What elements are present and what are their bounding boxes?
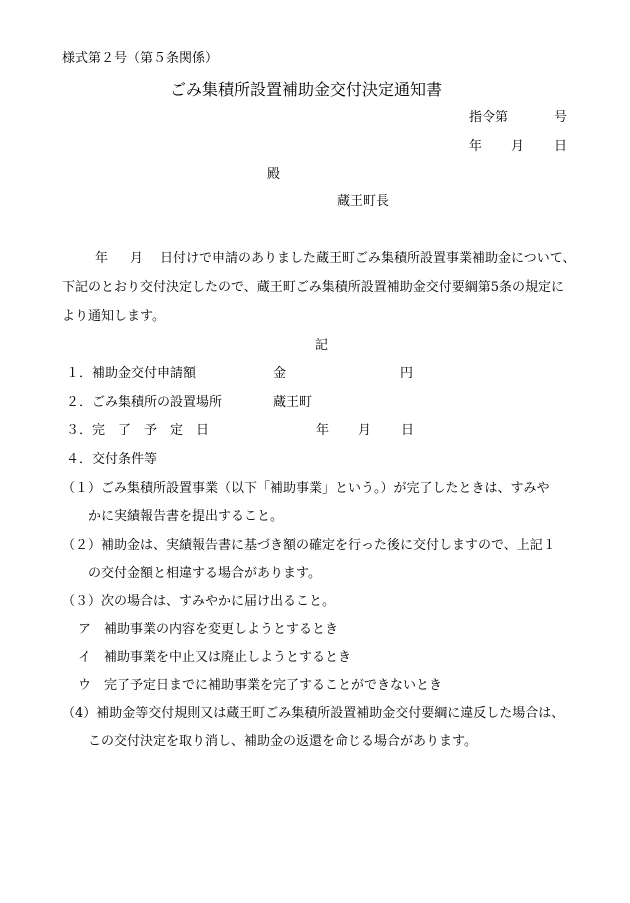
- header-date-day: 日: [554, 139, 568, 154]
- item-2-label: ２．ごみ集積所の設置場所: [66, 395, 223, 410]
- body-date-month: 月: [130, 251, 144, 266]
- condition-3-item-a: ア 補助事業の内容を変更しようとするとき: [78, 622, 339, 637]
- addressee-suffix: 殿: [267, 167, 281, 182]
- condition-2-line-2: の交付金額と相違する場合があります。: [88, 566, 321, 581]
- reference-number-suffix: 号: [554, 110, 568, 125]
- condition-1-line-1: （１）ごみ集積所設置事業（以下「補助事業」という。）が完了したときは、すみや: [62, 481, 550, 496]
- condition-3-line-1: （３）次の場合は、すみやかに届け出ること。: [62, 594, 336, 609]
- item-1-label: １．補助金交付申請額: [66, 366, 197, 381]
- form-label: 様式第２号（第５条関係）: [62, 51, 219, 66]
- item-1-yen: 円: [400, 366, 414, 381]
- item-3-label: ３．完 了 予 定 日: [66, 423, 210, 438]
- item-3-month: 月: [358, 423, 372, 438]
- body-line-2: 下記のとおり交付決定したので、蔵王町ごみ集積所設置補助金交付要綱第5条の規定に: [62, 280, 565, 295]
- item-3-day: 日: [401, 423, 415, 438]
- body-line-1: 日付けで申請のありました蔵王町ごみ集積所設置事業補助金について、: [160, 251, 576, 266]
- body-line-3: より通知します。: [62, 309, 165, 324]
- condition-2-line-1: （２）補助金は、実績報告書に基づき額の確定を行った後に交付しますので、上記１: [62, 538, 556, 553]
- body-date-year: 年: [95, 251, 109, 266]
- issuer-name: 蔵王町長: [337, 194, 390, 209]
- ki-heading: 記: [315, 338, 329, 353]
- condition-1-line-2: かに実績報告書を提出すること。: [88, 509, 284, 524]
- document-title: ごみ集積所設置補助金交付決定通知書: [170, 80, 443, 99]
- condition-3-item-i: イ 補助事業を中止又は廃止しようとするとき: [78, 650, 352, 665]
- header-date-year: 年: [469, 139, 483, 154]
- reference-number-prefix: 指令第: [469, 110, 509, 125]
- header-date-month: 月: [511, 139, 525, 154]
- item-2-value: 蔵王町: [273, 395, 313, 410]
- condition-4-line-2: この交付決定を取り消し、補助金の返還を命じる場合があります。: [88, 734, 477, 749]
- item-3-year: 年: [316, 423, 330, 438]
- item-1-kin: 金: [273, 366, 287, 381]
- item-4-label: ４．交付条件等: [66, 452, 158, 467]
- condition-3-item-u: ウ 完了予定日までに補助事業を完了することができないとき: [78, 678, 443, 693]
- condition-4-line-1: （4）補助金等交付規則又は蔵王町ごみ集積所設置補助金交付要綱に違反した場合は、: [62, 706, 565, 721]
